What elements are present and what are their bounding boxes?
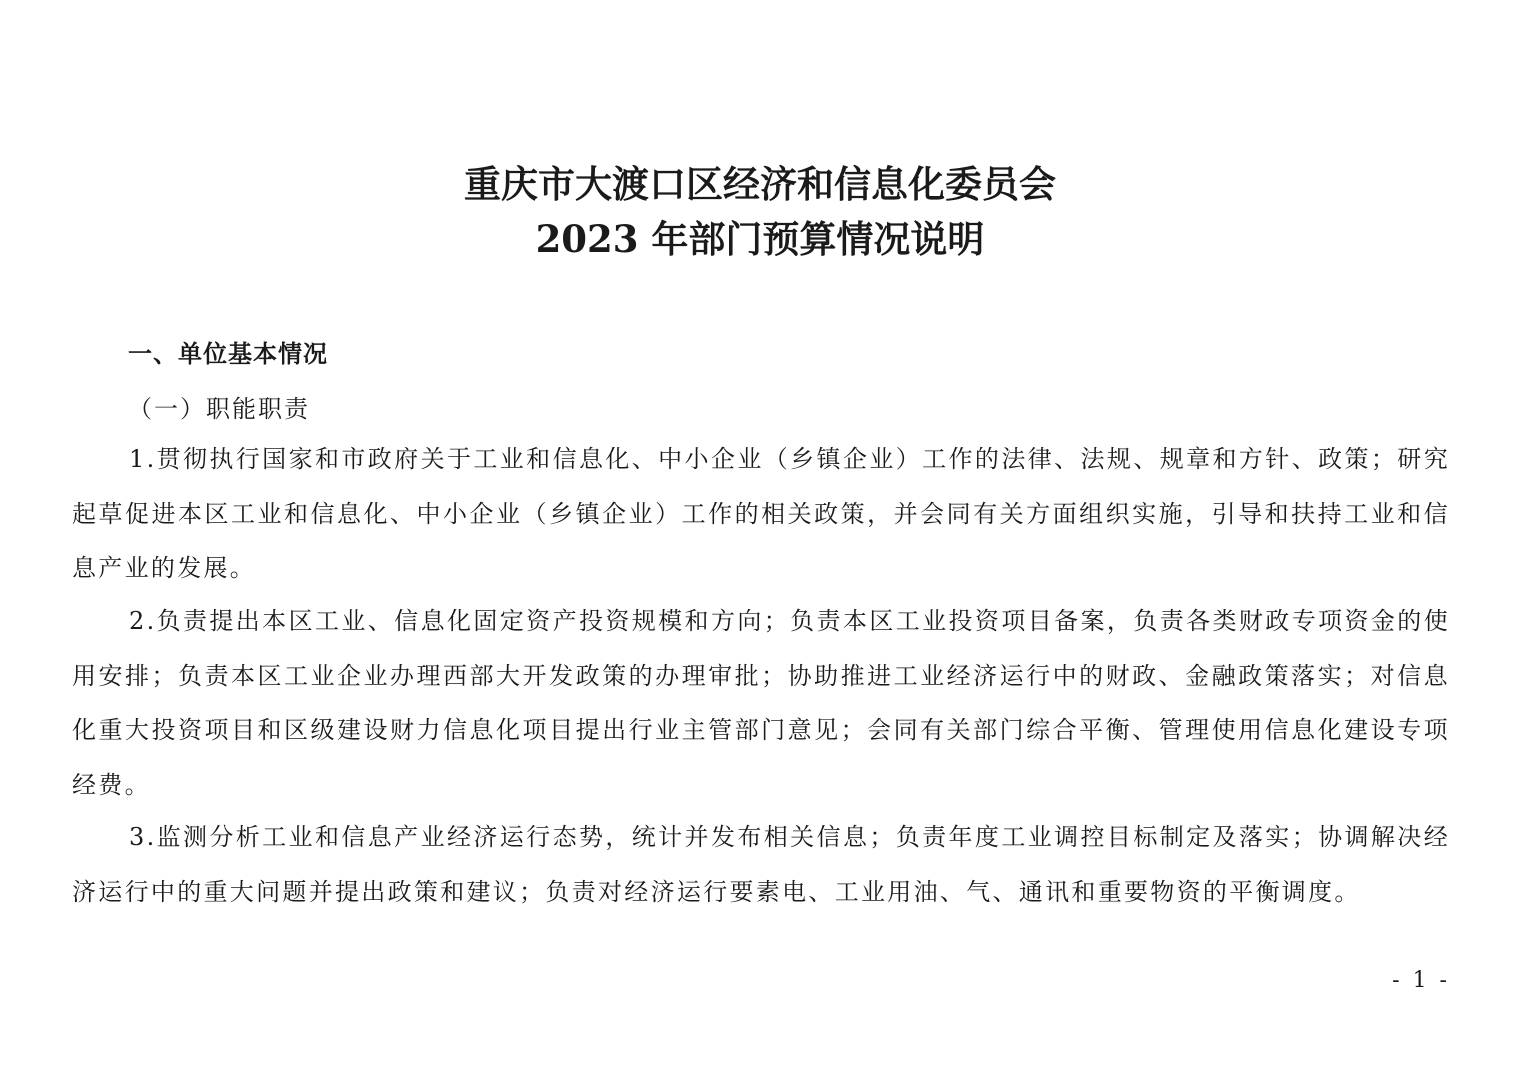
paragraph-3: 3.监测分析工业和信息产业经济运行态势，统计并发布相关信息；负责年度工业调控目标制定及落实；协调解决经济运行中的重大问题并提出政策和建议；负责对经济运行要素电、工业用油、气、通讯和重要物资的平衡调度。 [72, 823, 1450, 906]
section-heading: 一、单位基本情况 [128, 340, 328, 368]
document-title-line1: 重庆市大渡口区经济和信息化委员会 [464, 162, 1056, 206]
paragraph-2: 2.负责提出本区工业、信息化固定资产投资规模和方向；负责本区工业投资项目备案，负责各类财政专项资金的使用安排；负责本区工业企业办理西部大开发政策的办理审批；协助推进工业经济运行中的财政、金融政策落实；对信息化重大投资项目和区级建设财力信息化项目提出行业主管部门意见；会同有关部门综合平衡、管理使用信息化建设专项经费。 [72, 607, 1450, 799]
subsection-heading: （一）职能职责 [128, 395, 310, 423]
paragraph-1: 1.贯彻执行国家和市政府关于工业和信息化、中小企业（乡镇企业）工作的法律、法规、规章和方针、政策；研究起草促进本区工业和信息化、中小企业（乡镇企业）工作的相关政策，并会同有关方面组织实施，引导和扶持工业和信息产业的发展。 [72, 445, 1450, 582]
page-number: - 1 - [1392, 968, 1450, 993]
document-title-line2: 2023 年部门预算情况说明 [535, 217, 985, 261]
